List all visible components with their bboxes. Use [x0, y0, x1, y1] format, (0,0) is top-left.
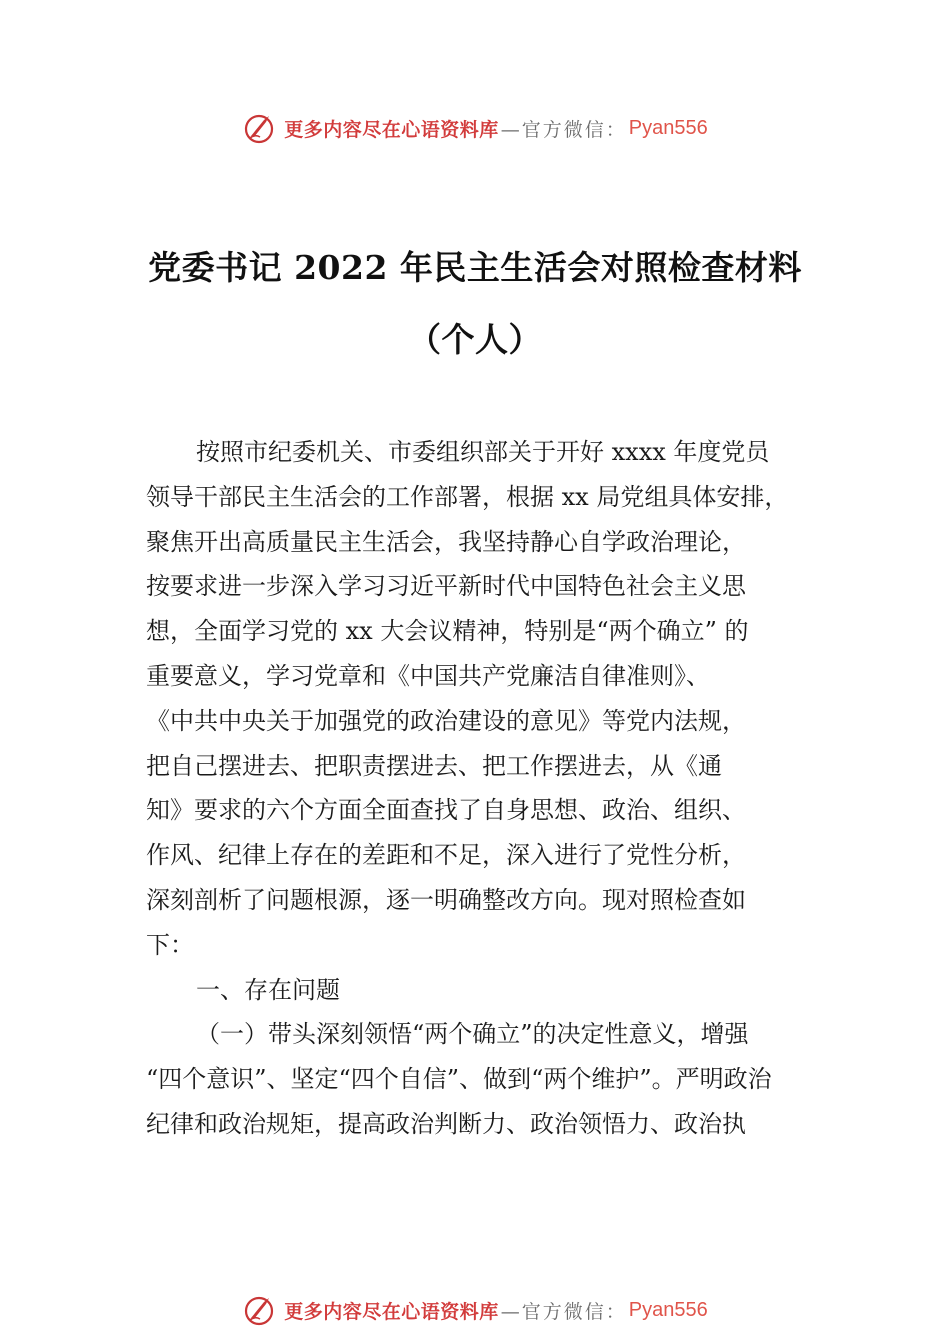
document-body [146, 430, 816, 1147]
body-line: 想，全面学习党的 xx 大会议精神，特别是“两个确立” 的 [146, 617, 749, 646]
body-line: 《中共中央关于加强党的政治建设的意见》等党内法规， [146, 706, 746, 735]
document-title: 党委书记 2022 年民主生活会对照检查材料 [148, 248, 802, 287]
banner-separator-text: —官方微信： [500, 118, 627, 141]
header-banner [0, 106, 950, 150]
quill-seal-icon [242, 1292, 278, 1328]
body-line: 纪律和政治规矩，提高政治判断力、政治领悟力、政治执 [146, 1109, 746, 1138]
banner-wechat-id: Pyan556 [628, 1298, 708, 1321]
body-line: “四个意识”、坚定“四个自信”、做到“两个维护”。严明政治 [146, 1065, 772, 1094]
body-line: 深刻剖析了问题根源，逐一明确整改方向。现对照检查如 [146, 885, 746, 914]
body-line: 把自己摆进去、把职责摆进去、把工作摆进去，从《通 [146, 751, 722, 780]
footer-banner [0, 1288, 950, 1332]
section-heading: 一、存在问题 [196, 975, 340, 1004]
body-line: 知》要求的六个方面全面查找了自身思想、政治、组织、 [146, 796, 746, 825]
body-line: 按照市纪委机关、市委组织部关于开好 xxxx 年度党员 [196, 438, 770, 466]
banner-main-text: 更多内容尽在心语资料库 [284, 118, 499, 141]
body-line: 下： [146, 930, 194, 959]
body-line: 作风、纪律上存在的差距和不足，深入进行了党性分析， [146, 841, 746, 870]
quill-seal-icon [242, 110, 278, 146]
body-line: 领导干部民主生活会的工作部署，根据 xx 局党组具体安排， [146, 482, 789, 511]
subsection-heading: （一）带头深刻领悟“两个确立”的决定性意义，增强 [196, 1020, 749, 1049]
body-line: 按要求进一步深入学习习近平新时代中国特色社会主义思 [146, 572, 746, 601]
body-line: 聚焦开出高质量民主生活会，我坚持静心自学政治理论， [146, 527, 746, 556]
body-line: 重要意义，学习党章和《中国共产党廉洁自律准则》、 [146, 661, 710, 690]
document-subtitle: （个人） [408, 320, 542, 359]
banner-wechat-id: Pyan556 [628, 116, 708, 139]
banner-main-text: 更多内容尽在心语资料库 [284, 1300, 499, 1323]
banner-separator-text: —官方微信： [500, 1300, 627, 1323]
